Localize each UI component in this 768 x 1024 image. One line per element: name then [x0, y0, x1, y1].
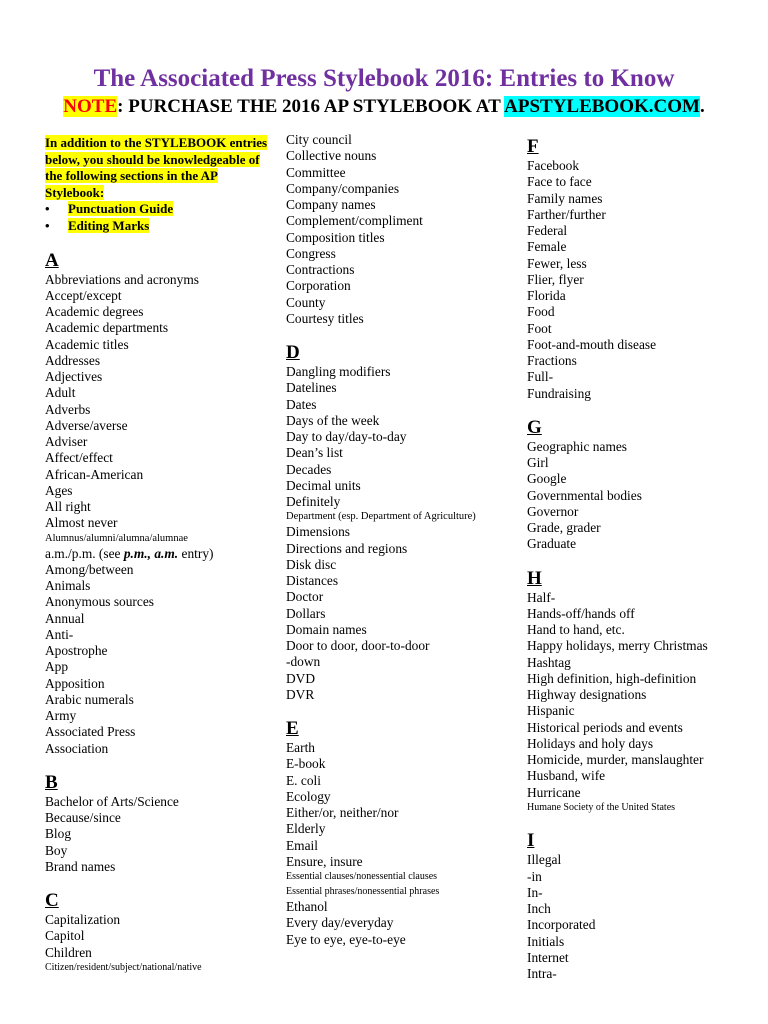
entry-essential-clauses: Essential clauses/nonessential clauses: [286, 871, 438, 882]
column-1: [45, 132, 270, 975]
list-item: Facebook: [527, 158, 580, 173]
section-letter-e: E: [286, 718, 299, 739]
list-item: All right: [45, 499, 91, 515]
list-item: Academic departments: [45, 320, 169, 336]
section-e-list-2: [286, 899, 506, 948]
list-item: Dollars: [286, 605, 326, 621]
list-item: African-American: [45, 466, 144, 482]
list-item: Annual: [45, 610, 85, 626]
list-item: Bachelor of Arts/Science: [45, 793, 179, 809]
section-f-list: [527, 158, 762, 402]
list-item: Homicide, murder, manslaughter: [527, 752, 704, 767]
list-item: Geographic names: [527, 438, 628, 454]
list-item: Adjectives: [45, 369, 103, 385]
list-item: Flier, flyer: [527, 271, 584, 287]
list-item: Congress: [286, 245, 336, 261]
list-item: Either/or, neither/nor: [286, 805, 399, 820]
section-a-list-2: [45, 562, 270, 757]
list-item: Illegal: [527, 852, 562, 868]
list-item: Ensure, insure: [286, 853, 363, 869]
list-item: DVR: [286, 686, 315, 702]
list-item: -in: [527, 868, 542, 884]
list-item: Brand names: [45, 858, 116, 874]
list-item: Abbreviations and acronyms: [45, 271, 199, 287]
list-item: Hand to hand, etc.: [527, 622, 625, 637]
list-item: Google: [527, 471, 567, 487]
list-item: Academic degrees: [45, 304, 144, 320]
section-h-list: [527, 590, 762, 801]
apstylebook-link[interactable]: APSTYLEBOOK.COM: [504, 96, 700, 117]
section-c-list-2: [286, 132, 506, 327]
list-item: Adverbs: [45, 401, 91, 417]
list-item: Internet: [527, 949, 569, 965]
list-item: Doctor: [286, 589, 324, 605]
list-item: Capitalization: [45, 912, 121, 928]
list-item: Hurricane: [527, 784, 581, 800]
list-item: Highway designations: [527, 687, 647, 702]
list-item: Ages: [45, 482, 73, 498]
list-item: Dean’s list: [286, 445, 343, 461]
list-item: -down: [286, 654, 321, 670]
list-item: City council: [286, 132, 352, 147]
list-item: Graduate: [527, 536, 577, 552]
purchase-note: [0, 94, 768, 120]
list-item: Female: [527, 239, 567, 255]
list-item: Half-: [527, 589, 556, 605]
list-item: Anti-: [45, 626, 74, 642]
list-item: Animals: [45, 578, 91, 594]
section-letter-h: H: [527, 567, 542, 589]
section-i-list: [527, 852, 762, 982]
section-letter-d: D: [286, 342, 300, 363]
list-item: Adverse/averse: [45, 417, 128, 433]
column-2: [286, 132, 506, 948]
section-letter-g: G: [527, 416, 542, 438]
list-item: Apposition: [45, 675, 105, 691]
list-item: Datelines: [286, 380, 337, 396]
list-item: Fewer, less: [527, 255, 587, 271]
list-item: Historical periods and events: [527, 719, 683, 735]
section-letter-f: F: [527, 136, 539, 157]
section-b-list: [45, 794, 270, 875]
note-label: NOTE: [63, 96, 118, 117]
list-item: Girl: [527, 455, 549, 470]
section-letter-a: A: [45, 249, 59, 271]
list-item: Children: [45, 944, 92, 960]
bullet-editing-marks: • Editing Marks: [45, 218, 270, 235]
list-item: Hands-off/hands off: [527, 605, 635, 621]
intro-box: [45, 135, 270, 235]
list-item: Boy: [45, 842, 68, 858]
list-item: Adviser: [45, 434, 88, 450]
list-item: E. coli: [286, 772, 321, 788]
list-item: Earth: [286, 740, 315, 755]
list-item: Email: [286, 837, 318, 853]
list-item: Composition titles: [286, 229, 385, 245]
intro-text: In addition to the STYLEBOOK entries below, you should be knowledgeable of the following sections in the AP Stylebook:: [45, 135, 268, 200]
list-item: Florida: [527, 288, 566, 303]
list-item: Company/companies: [286, 180, 400, 196]
list-item: Face to face: [527, 174, 592, 190]
section-letter-i: I: [527, 830, 535, 852]
section-letter-c: C: [45, 890, 59, 912]
section-d-list-2: [286, 524, 506, 703]
column-3: [527, 132, 762, 982]
list-item: Federal: [527, 223, 568, 238]
list-item: County: [286, 294, 326, 310]
page-title: The Associated Press Stylebook 2016: Entries to Know: [93, 65, 675, 92]
section-a-list: [45, 272, 270, 532]
list-item: Company names: [286, 197, 376, 212]
list-item: Directions and regions: [286, 540, 408, 556]
section-e-list: [286, 740, 506, 870]
list-item: Army: [45, 708, 77, 724]
section-d-list: [286, 364, 506, 510]
list-item: Blog: [45, 826, 72, 842]
list-item: Inch: [527, 901, 551, 916]
list-item: Intra-: [527, 966, 557, 981]
list-item: Day to day/day-to-day: [286, 429, 407, 444]
bullet-punctuation-guide: • Punctuation Guide: [45, 201, 270, 218]
entry-am-pm: a.m./p.m. (see p.m., a.m. entry): [45, 545, 214, 561]
list-item: Apostrophe: [45, 643, 108, 659]
list-item: Governor: [527, 503, 579, 519]
list-item: Ethanol: [286, 899, 328, 914]
list-item: Hispanic: [527, 703, 575, 719]
list-item: Every day/everyday: [286, 915, 394, 931]
list-item: Full-: [527, 369, 554, 385]
list-item: Initials: [527, 933, 565, 949]
list-item: Courtesy titles: [286, 310, 364, 326]
entry-alumnus: Alumnus/alumni/alumna/alumnae: [45, 532, 188, 544]
list-item: Dates: [286, 396, 317, 412]
entry-citizen: Citizen/resident/subject/national/native: [45, 961, 202, 973]
list-item: Holidays and holy days: [527, 735, 654, 751]
section-letter-b: B: [45, 771, 58, 793]
entry-essential-phrases: Essential phrases/nonessential phrases: [286, 885, 440, 897]
list-item: E-book: [286, 756, 326, 772]
list-item: Foot: [527, 320, 552, 336]
list-item: Addresses: [45, 352, 101, 368]
list-item: Arabic numerals: [45, 691, 134, 707]
list-item: Hashtag: [527, 654, 571, 670]
list-item: Adult: [45, 385, 76, 401]
list-item: Dimensions: [286, 524, 350, 540]
list-item: Association: [45, 740, 109, 756]
list-item: Distances: [286, 573, 339, 588]
list-item: Incorporated: [527, 917, 596, 933]
list-item: Door to door, door-to-door: [286, 638, 430, 653]
list-item: Domain names: [286, 621, 367, 637]
list-item: Decades: [286, 461, 332, 477]
list-item: Accept/except: [45, 287, 122, 303]
note-period: .: [699, 96, 705, 117]
list-item: Affect/effect: [45, 450, 113, 466]
list-item: Among/between: [45, 561, 134, 577]
list-item: Eye to eye, eye-to-eye: [286, 931, 406, 947]
section-g-list: [527, 439, 762, 553]
list-item: Food: [527, 304, 555, 320]
list-item: Complement/compliment: [286, 213, 423, 229]
list-item: Governmental bodies: [527, 487, 642, 503]
list-item: Happy holidays, merry Christmas: [527, 638, 708, 654]
list-item: In-: [527, 884, 543, 900]
entry-department: Department (esp. Department of Agriculture): [286, 511, 476, 523]
list-item: Dangling modifiers: [286, 364, 391, 379]
list-item: Fundraising: [527, 385, 591, 401]
list-item: Capitol: [45, 928, 85, 944]
intro-bullet-list: [45, 201, 270, 234]
list-item: Almost never: [45, 515, 118, 531]
list-item: Grade, grader: [527, 520, 601, 535]
list-item: Corporation: [286, 278, 351, 294]
list-item: Because/since: [45, 810, 121, 826]
list-item: Contractions: [286, 262, 355, 277]
list-item: Days of the week: [286, 412, 380, 428]
list-item: Committee: [286, 164, 346, 180]
list-item: DVD: [286, 670, 316, 686]
list-item: High definition, high-definition: [527, 670, 697, 686]
list-item: Academic titles: [45, 336, 129, 352]
list-item: App: [45, 659, 69, 675]
list-item: Decimal units: [286, 477, 361, 493]
list-item: Family names: [527, 190, 603, 206]
list-item: Definitely: [286, 494, 341, 509]
entry-humane-society: Humane Society of the United States: [527, 801, 676, 813]
list-item: Foot-and-mouth disease: [527, 336, 657, 352]
list-item: Ecology: [286, 788, 331, 804]
list-item: Elderly: [286, 821, 326, 837]
list-item: Anonymous sources: [45, 594, 154, 610]
list-item: Disk disc: [286, 556, 337, 572]
list-item: Farther/further: [527, 206, 606, 222]
section-c-list: [45, 912, 270, 961]
list-item: Collective nouns: [286, 148, 377, 164]
note-text: : PURCHASE THE 2016 AP STYLEBOOK AT: [117, 96, 505, 117]
list-item: Husband, wife: [527, 768, 606, 784]
list-item: Fractions: [527, 353, 577, 368]
list-item: Associated Press: [45, 724, 136, 740]
